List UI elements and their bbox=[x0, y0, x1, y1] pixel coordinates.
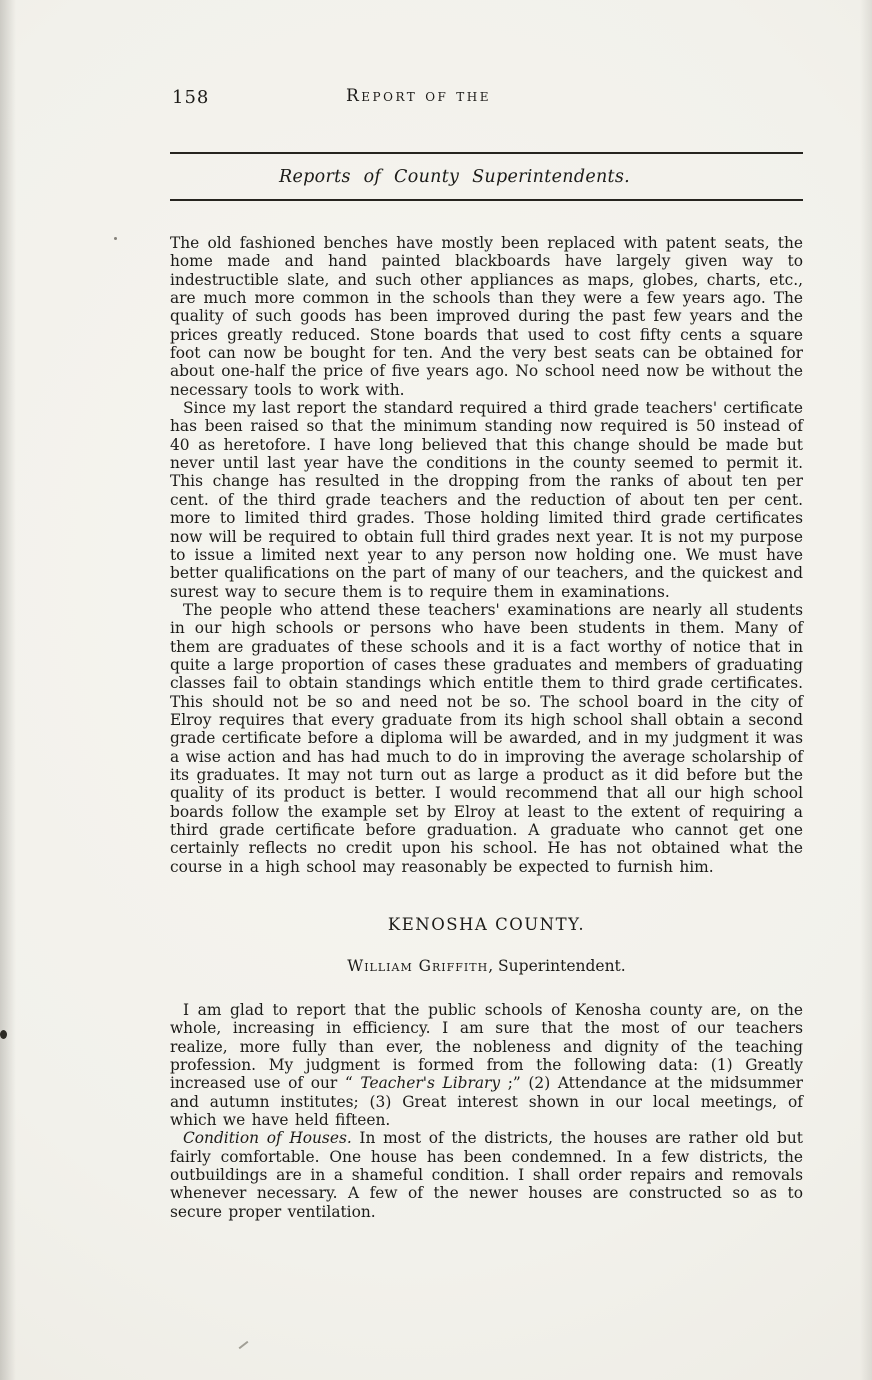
superintendent-name: William Griffith bbox=[347, 957, 489, 976]
paragraph-certificate-standard: Since my last report the standard required a third grade teachers' certificate has been raised so that the minimum standing now required is 50 instead of 40 as heretofore. I have long believed that this change should be made but never until last year have the conditions in the county seemed to permit it. This change has resulted in the dropping from the ranks of about ten per cent. of the third grade teachers and the reduction of about ten per cent. more to limited third grades. Those holding limited third grade certificates now will be required to obtain full third grades next year. It is not my purpose to issue a limited next year to any person now holding one. We must have better qualifications on the part of many of our teachers, and the quickest and surest way to secure them is to require them in examinations. bbox=[170, 399, 803, 601]
paragraph-examinations: The people who attend these teachers' examinations are nearly all students in our high schools or persons who have been students in them. Many of them are graduates of these schools and it is a fact worthy of notice that in quite a large proportion of cases these graduates and members of graduating classes fail to obtain standings which entitle them to third grade certificates. This should not be so and need not be so. The school board in the city of Elroy requires that every graduate from its high school shall obtain a second grade certificate before a diploma will be awarded, and in my judgment it was a wise action and has had much to do in improving the average scholarship of its graduates. It may not turn out as large a product as it did before but the quality of its product is better. I would recommend that all our high school boards follow the example set by Elroy at least to the extent of requiring a third grade certificate before graduation. A graduate who cannot get one certainly reflects no credit upon his school. He has not obtained what the course in a high school may reasonably be expected to furnish him. bbox=[170, 600, 803, 876]
paragraph-kenosha-intro bbox=[170, 1001, 803, 1129]
kenosha-report-body bbox=[170, 1001, 803, 1221]
horizontal-rule-top bbox=[170, 152, 803, 154]
running-head bbox=[170, 86, 803, 110]
page-content bbox=[170, 86, 803, 1221]
teachers-library-italic: Teacher's Library bbox=[360, 1074, 501, 1093]
scan-artifact-bottom-mark bbox=[239, 1341, 249, 1349]
horizontal-rule-bottom bbox=[170, 199, 803, 201]
paragraph-benches: The old fashioned benches have mostly been replaced with patent seats, the home made and hand painted blackboards have largely given way to indestructible slate, and such other appliances as maps, globes, charts, etc., are much more common in the schools than they were a few years ago. The quality of such goods has been improved during the past few years and the prices greatly reduced. Stone boards that used to cost fifty cents a square foot can now be bought for ten. And the very best seats can be obtained for about one-half the price of five years ago. No school need now be without the necessary tools to work with. bbox=[170, 234, 803, 399]
report-body bbox=[170, 234, 803, 876]
superintendent-title-suffix: , Superintendent. bbox=[488, 957, 626, 976]
superintendent-line bbox=[170, 957, 803, 975]
scan-artifact-left-edge bbox=[0, 1030, 7, 1039]
condition-of-houses-text: In most of the districts, the houses are rather old but fairly comfortable. One house has been condemned. In a few districts, the outbuildings are in a shameful condition. I shall order repairs and removals whenever necessary. A few of the newer houses are constructed so as to secure proper ventilation. bbox=[170, 1129, 803, 1221]
condition-of-houses-lead-italic: Condition of Houses. bbox=[183, 1129, 352, 1148]
kenosha-intro-text: I am glad to report that the public schools of Kenosha county are, on the whole, increasing in efficiency. I am sure that the most of our teachers realize, more fully than ever, the nobleness and dignity of the teaching profession. My judgment is formed from the following data: (1) Greatly increased use of our “ bbox=[170, 1001, 803, 1093]
county-heading: KENOSHA COUNTY. bbox=[387, 915, 586, 935]
page-number: 158 bbox=[172, 87, 210, 108]
scan-artifact-margin-dot bbox=[114, 237, 117, 240]
section-title: Reports of County Superintendents. bbox=[278, 167, 631, 187]
running-header-title: Report of the bbox=[346, 86, 491, 106]
kenosha-intro-text-continued: ;” (2) Attendance at the midsummer and autumn institutes; (3) Great interest shown in our local meetings, of which we have held fifteen. bbox=[170, 1074, 804, 1130]
paragraph-condition-of-houses bbox=[170, 1129, 803, 1221]
